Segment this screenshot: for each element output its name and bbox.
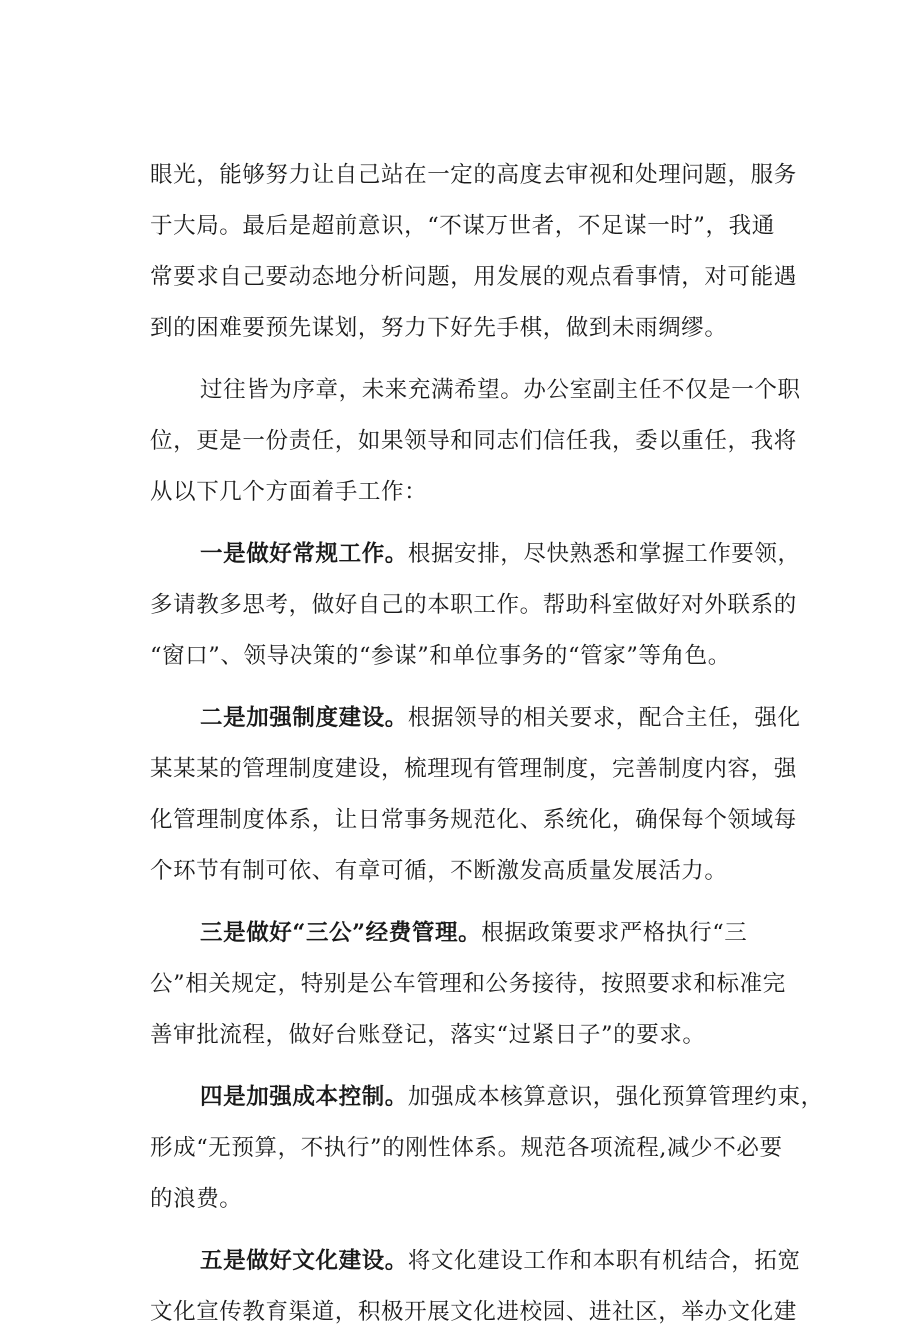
text-line <box>150 1072 824 1123</box>
paragraph-6 <box>150 1072 824 1225</box>
document-body <box>150 150 824 1338</box>
text-line: 化管理制度体系，让日常事务规范化、系统化，确保每个领域每 <box>150 807 797 833</box>
text-line: 某某某的管理制度建设，梳理现有管理制度，完善制度内容，强 <box>150 756 797 782</box>
paragraph-7 <box>150 1236 810 1338</box>
text-line: 到的困难要预先谋划，努力下好先手棋，做到未雨绸缪。 <box>150 315 728 341</box>
text-run: 根据领导的相关要求，配合主任，强化 <box>407 705 801 731</box>
text-line: 于大局。最后是超前意识，“不谋万世者，不足谋一时”，我通 <box>150 213 775 239</box>
paragraph-5 <box>150 908 810 1061</box>
text-line: 过往皆为序章，未来充满希望。办公室副主任不仅是一个职 <box>200 377 801 403</box>
paragraph-heading: 二是加强制度建设。 <box>200 705 408 731</box>
text-line: 多请教多思考，做好自己的本职工作。帮助科室做好对外联系的 <box>150 592 797 618</box>
paragraph-heading: 五是做好文化建设。 <box>200 1248 408 1274</box>
text-line <box>150 1236 810 1287</box>
text-line <box>150 693 810 744</box>
paragraph-2 <box>150 365 810 518</box>
paragraph-heading: 三是做好“三公”经费管理。 <box>200 920 482 946</box>
paragraph-heading: 四是加强成本控制。 <box>200 1084 408 1110</box>
text-run: 将文化建设工作和本职有机结合，拓宽 <box>407 1248 801 1274</box>
text-line: “窗口”、领导决策的“参谋”和单位事务的“管家”等角色。 <box>150 643 731 669</box>
text-line <box>150 529 810 580</box>
text-line: 善审批流程，做好台账登记，落实“过紧日子”的要求。 <box>150 1022 706 1048</box>
text-run: 加强成本核算意识，强化预算管理约束， <box>407 1084 824 1110</box>
paragraph-3 <box>150 529 810 682</box>
text-run: 根据安排，尽快熟悉和掌握工作要领， <box>407 541 801 567</box>
paragraph-1 <box>150 150 810 354</box>
text-line: 形成“无预算，不执行”的刚性体系。规范各项流程,减少不必要 <box>150 1135 783 1161</box>
text-line <box>150 908 810 959</box>
text-line: 从以下几个方面着手工作： <box>150 479 428 505</box>
text-run: 根据政策要求严格执行“三 <box>481 920 748 946</box>
text-line: 公”相关规定，特别是公车管理和公务接待，按照要求和标准完 <box>150 971 786 997</box>
text-line: 位，更是一份责任，如果领导和同志们信任我，委以重任，我将 <box>150 428 797 454</box>
paragraph-heading: 一是做好常规工作。 <box>200 541 408 567</box>
text-line: 文化宣传教育渠道，积极开展文化进校园、进社区，举办文化建 <box>150 1299 797 1325</box>
text-line: 眼光，能够努力让自己站在一定的高度去审视和处理问题，服务 <box>150 162 797 188</box>
text-line: 个环节有制可依、有章可循，不断激发高质量发展活力。 <box>150 858 728 884</box>
text-line: 的浪费。 <box>150 1186 243 1212</box>
text-line: 常要求自己要动态地分析问题，用发展的观点看事情，对可能遇 <box>150 264 797 290</box>
paragraph-4 <box>150 693 810 897</box>
